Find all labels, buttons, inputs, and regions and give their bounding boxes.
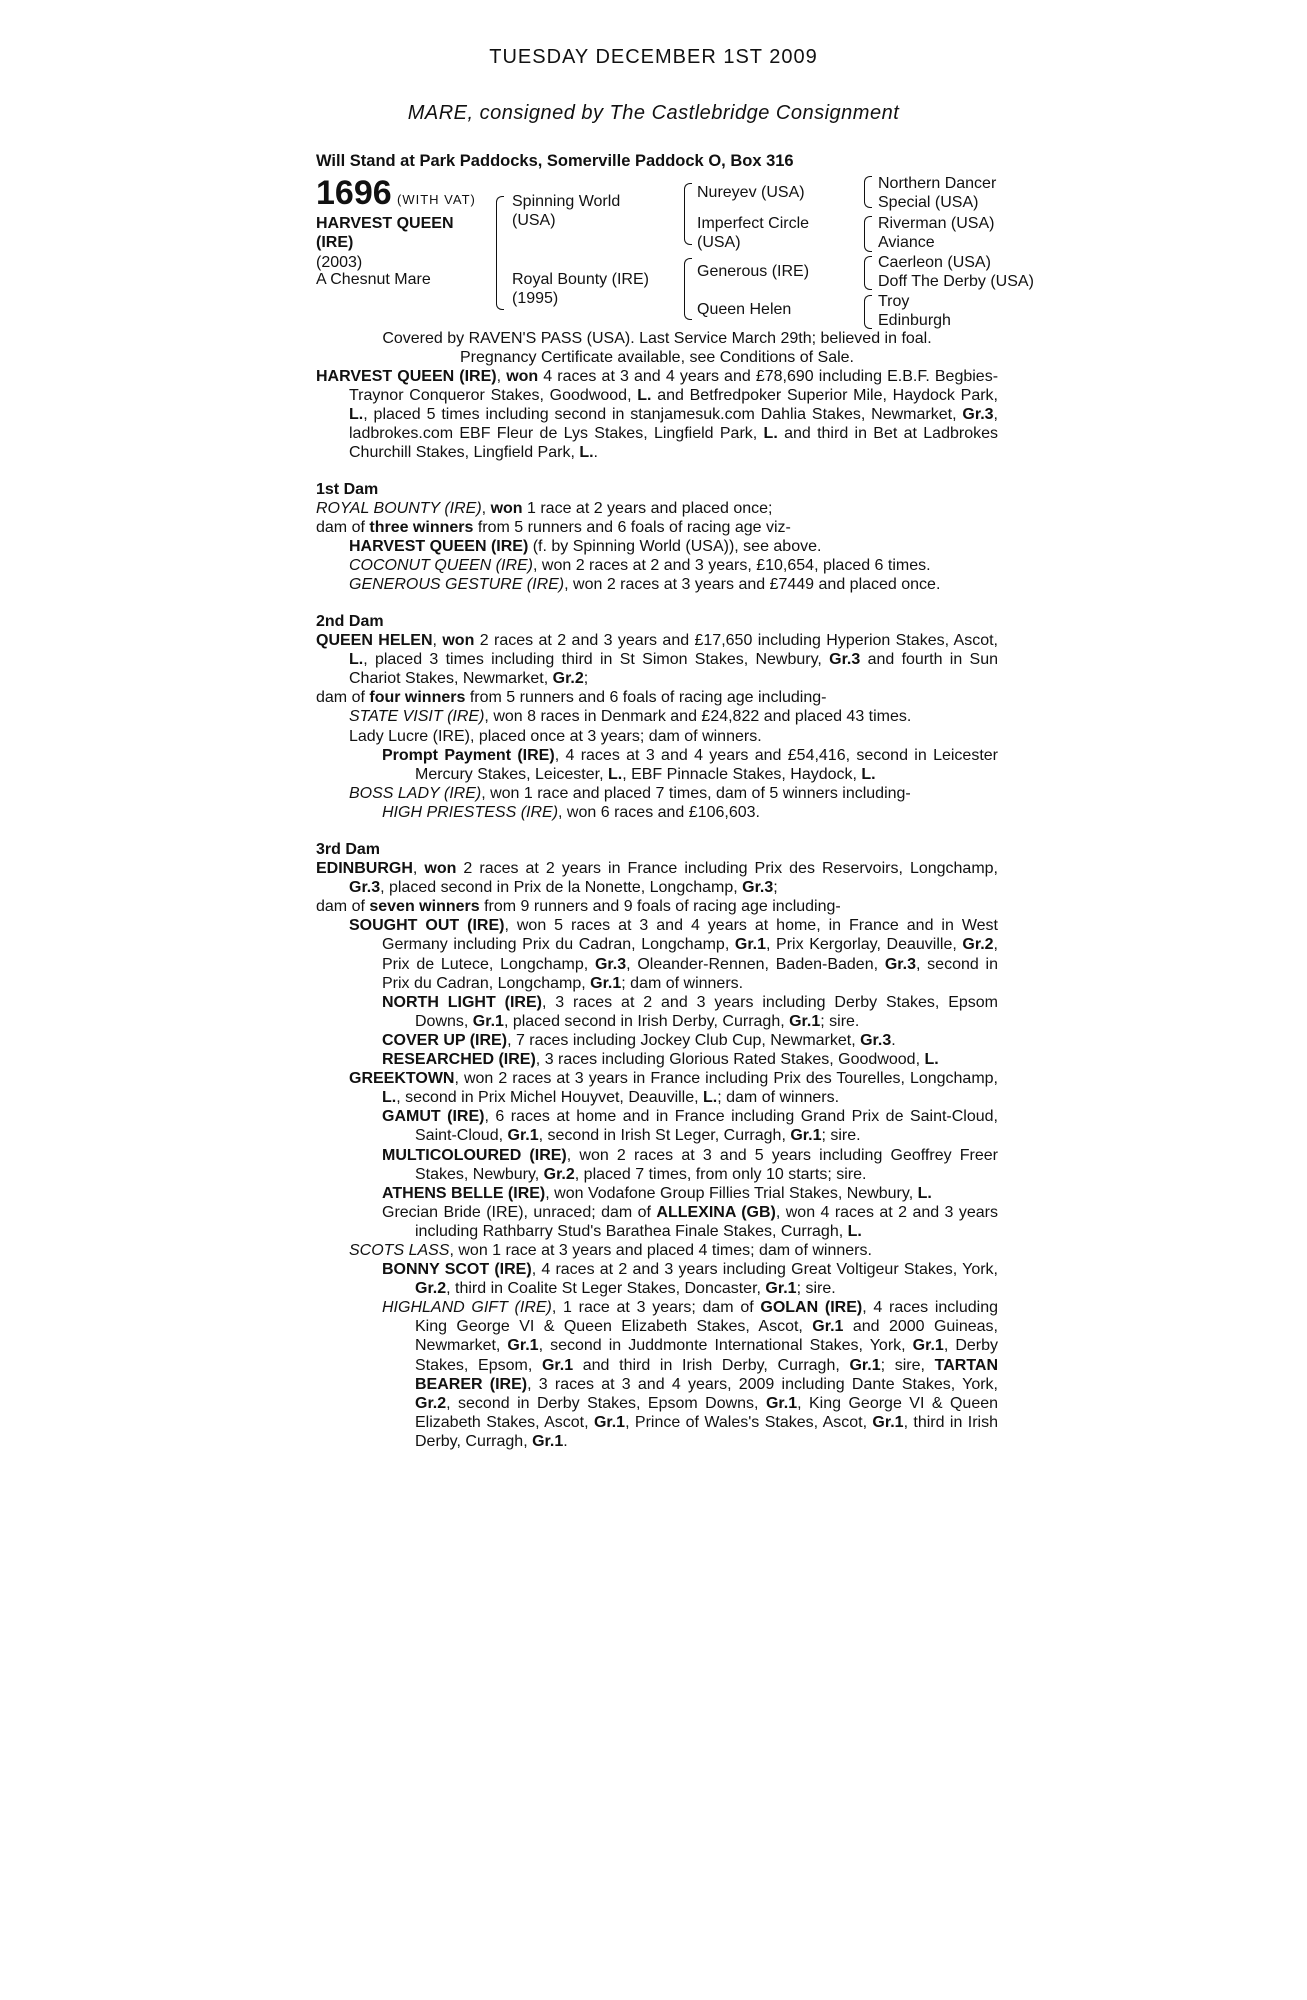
pedigree-dam: Royal Bounty (IRE) (1995): [512, 271, 649, 307]
pedigree-g1: Northern Dancer: [878, 175, 997, 192]
covering-line-2: Pregnancy Certificate available, see Conditions of Sale.: [460, 349, 854, 367]
pedigree-sire-dam: Imperfect Circle (USA): [697, 215, 810, 251]
pedigree-brace-dam: [684, 258, 692, 320]
covering-note: [316, 329, 998, 367]
third-dam-heading: 3rd Dam: [316, 841, 381, 858]
pedigree-dam-dam: Queen Helen: [697, 301, 792, 318]
pedigree-g7: Troy: [878, 293, 910, 310]
foaling-year: (2003): [316, 254, 363, 271]
pedigree-g4: Aviance: [878, 234, 935, 251]
second-dam-heading: 2nd Dam: [316, 613, 384, 630]
pedigree-g5: Caerleon (USA): [878, 254, 991, 271]
first-dam-section: 1st Dam ROYAL BOUNTY (IRE), won 1 race at 2 years and placed once; dam of three winners from 5 runners and 6 foals of racing age viz- HARVEST QUEEN (IRE) (f. by Spinning World (USA)), see above. COCONUT QUEEN (IRE), won 2 races at 2 and 3 years, £10,654, placed 6 times. GENEROUS GESTURE (IRE), won 2 races at 3 years and £7449 and placed once.: [316, 480, 998, 595]
pedigree-sire: Spinning World (USA): [512, 193, 621, 229]
stand-location: Will Stand at Park Paddocks, Somerville Paddock O, Box 316: [316, 152, 794, 170]
second-dam-section: 2nd Dam QUEEN HELEN, won 2 races at 2 and 3 years and £17,650 including Hyperion Stakes, Ascot, L., placed 3 times including third in St Simon Stakes, Newbury, Gr.3 and fourth in Sun Chariot Stakes, Newmarket, Gr.2; dam of four winners from 5 runners and 6 foals of racing age including- STATE VISIT (IRE), won 8 races in Denmark and £24,822 and placed 43 times. Lady Lucre (IRE), placed once at 3 years; dam of winners. Prompt Payment (IRE), 4 races at 3 and 4 years and £54,416, second in Leicester Mercury Stakes, Leicester, L., EBF Pinnacle Stakes, Haydock, L. BOSS LADY (IRE), won 1 race and placed 7 times, dam of 5 winners including- HIGH PRIESTESS (IRE), won 6 races and £106,603.: [316, 613, 999, 821]
vat-note: (WITH VAT): [397, 192, 476, 207]
third-dam-section: 3rd Dam EDINBURGH, won 2 races at 2 years in France including Prix des Reservoirs, Longchamp, Gr.3, placed second in Prix de la Nonette, Longchamp, Gr.3; dam of seven winners from 9 runners and 9 foals of racing age including- SOUGHT OUT (IRE), won 5 races at 3 and 4 years at home, in France and in West Germany including Prix du Cadran, Longchamp, Gr.1, Prix Kergorlay, Deauville, Gr.2, Prix de Lutece, Longchamp, Gr.3, Oleander-Rennen, Baden-Baden, Gr.3, second in Prix du Cadran, Longchamp, Gr.1; dam of winners. NORTH LIGHT (IRE), 3 races at 2 and 3 years including Derby Stakes, Epsom Downs, Gr.1, placed second in Irish Derby, Curragh, Gr.1; sire. COVER UP (IRE), 7 races including Jockey Club Cup, Newmarket, Gr.3. RESEARCHED (IRE), 3 races including Glorious Rated Stakes, Goodwood, L. GREEKTOWN, won 2 races at 3 years in France including Prix des Tourelles, Longchamp, L., second in Prix Michel Houyvet, Deauville, L.; dam of winners. GAMUT (IRE), 6 races at home and in France including Grand Prix de Saint-Cloud, Saint-Cloud, Gr.1, second in Irish St Leger, Curragh, Gr.1; sire. MULTICOLOURED (IRE), won 2 races at 3 and 5 years including Geoffrey Freer Stakes, Newbury, Gr.2, placed 7 times, from only 10 starts; sire. ATHENS BELLE (IRE), won Vodafone Group Fillies Trial Stakes, Newbury, L. Grecian Bride (IRE), unraced; dam of ALLEXINA (GB), won 4 races at 2 and 3 years including Rathbarry Stud's Barathea Finale Stakes, Curragh, L. SCOTS LASS, won 1 race at 3 years and placed 4 times; dam of winners. BONNY SCOT (IRE), 4 races at 2 and 3 years including Great Voltigeur Stakes, York, Gr.2, third in Coalite St Leger Stakes, Doncaster, Gr.1; sire. HIGHLAND GIFT (IRE), 1 race at 3 years; dam of GOLAN (IRE), 4 races including King George VI & Queen Elizabeth Stakes, Ascot, Gr.1 and 2000 Guineas, Newmarket, Gr.1, second in Juddmonte International Stakes, York, Gr.1, Derby Stakes, Epsom, Gr.1 and third in Irish Derby, Curragh, Gr.1; sire, TARTAN BEARER (IRE), 3 races at 3 and 4 years, 2009 including Dante Stakes, York, Gr.2, second in Derby Stakes, Epsom Downs, Gr.1, King George VI & Queen Elizabeth Stakes, Ascot, Gr.1, Prince of Wales's Stakes, Ascot, Gr.1, third in Irish Derby, Curragh, Gr.1.: [316, 841, 999, 1450]
race-record: HARVEST QUEEN (IRE), won 4 races at 3 and 4 years and £78,690 including E.B.F. Begbies-Traynor Conqueror Stakes, Goodwood, L. and Betfredpoker Superior Mile, Haydock Park, L., placed 5 times including second in stanjamesuk.com Dahlia Stakes, Newmarket, Gr.3, ladbrokes.com EBF Fleur de Lys Stakes, Lingfield Park, L. and third in Bet at Ladbrokes Churchill Stakes, Lingfield Park, L..: [316, 368, 999, 462]
pedigree-brace-g1: [864, 176, 872, 208]
pedigree-brace-g2: [864, 216, 872, 252]
pedigree-g3: Riverman (USA): [878, 215, 995, 232]
consignment-line: MARE, consigned by The Castlebridge Consignment: [407, 102, 900, 124]
horse-name: HARVEST QUEEN (IRE): [316, 215, 454, 251]
pedigree-brace-main: [496, 196, 504, 310]
first-dam-heading: 1st Dam: [316, 481, 379, 498]
pedigree-g6: Doff The Derby (USA): [878, 273, 1034, 290]
pedigree-g8: Edinburgh: [878, 312, 951, 329]
pedigree-brace-g3: [864, 256, 872, 290]
pedigree-dam-sire: Generous (IRE): [697, 263, 810, 280]
covering-line-1: Covered by RAVEN'S PASS (USA). Last Service March 29th; believed in foal.: [382, 330, 932, 347]
pedigree-brace-g4: [864, 295, 872, 329]
horse-description: A Chesnut Mare: [316, 271, 431, 288]
pedigree-g2: Special (USA): [878, 194, 979, 211]
lot-number: 1696: [316, 174, 392, 212]
pedigree-sire-sire: Nureyev (USA): [697, 184, 805, 201]
pedigree-brace-sire: [684, 183, 692, 245]
sale-date: TUESDAY DECEMBER 1ST 2009: [489, 46, 818, 68]
